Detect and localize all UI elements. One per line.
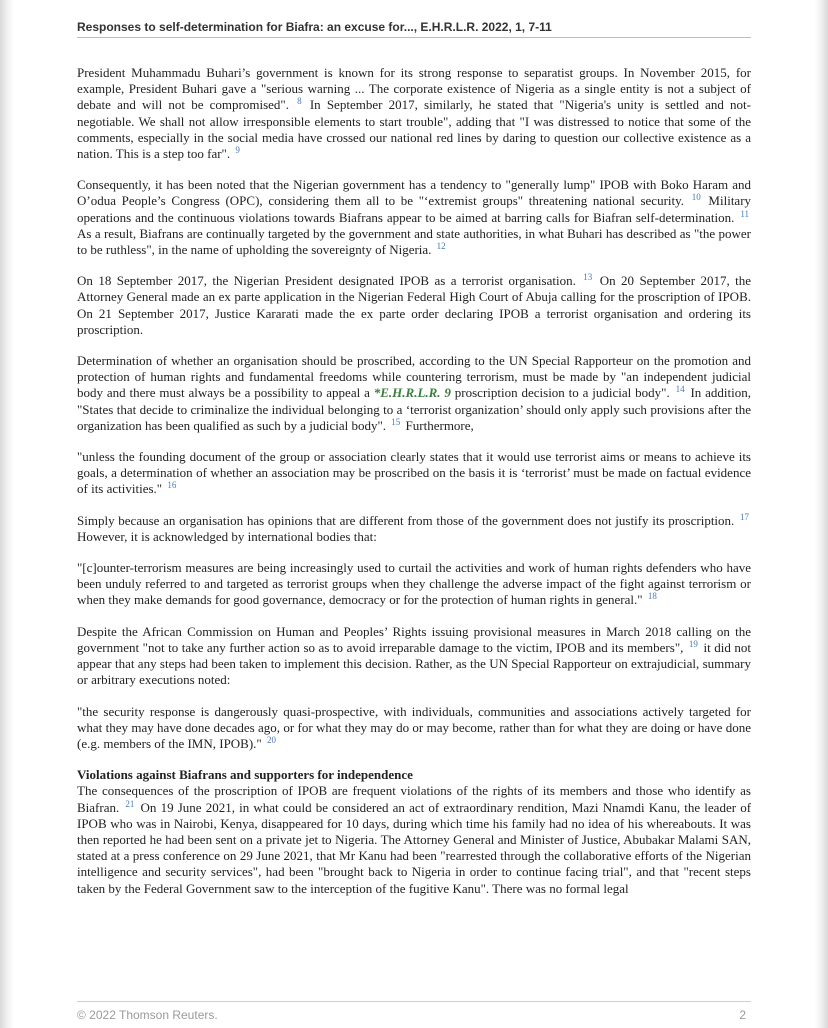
footnote-link-16[interactable]: 16 [167, 480, 177, 491]
footnote-link-19[interactable]: 19 [688, 638, 698, 649]
footnote-link-15[interactable]: 15 [391, 416, 401, 427]
footnote-link-13[interactable]: 13 [583, 272, 593, 283]
footnote-link-11[interactable]: 11 [740, 208, 750, 219]
paragraph-8: Despite the African Commission on Human and Peoples’ Rights issuing provisional measures in March 2018 calling on the government "not to take any further action so as to avoid irreparable damage to the victim, IPOB and its members", $^{19}$ it did not appear that any steps had been taken to implement this decision. Rather, as the UN Special Rapporteur on extrajudicial, summary or arbitrary executions noted: [77, 623, 751, 688]
footnote-link-21[interactable]: 21 [125, 798, 135, 809]
page-number: 2 [739, 1008, 746, 1022]
copyright-notice: © 2022 Thomson Reuters. [77, 1008, 218, 1022]
citation-reference-link[interactable]: *E.H.R.L.R. 9 [373, 385, 451, 401]
footnote-link-20[interactable]: 20 [267, 734, 276, 745]
paragraph-3: On 18 September 2017, the Nigerian President designated IPOB as a terrorist organisation. $^{13}$ On 20 September 2017, the Attorney General made an ex parte application in the Nigerian Federal High Court of Abuja calling for the proscription of IPOB. On 21 September 2017, Justice Kararati made the ex parte order declaring IPOB a terrorist organisation and ordering its proscription. [77, 272, 752, 337]
footnote-link-17[interactable]: 17 [740, 511, 750, 522]
footnote-link-14[interactable]: 14 [675, 384, 685, 395]
paragraph-10: The consequences of the proscription of IPOB are frequent violations of the rights of its members and those who identify as Biafran. $^{21}$ On 19 June 2021, in what could be considered an act of extraordinary rendition, Mazi Nnamdi Kanu, the leader of IPOB who was in Nairobi, Kenya, disappeared for 10 days, during which time his family had no idea of his whereabouts. It was then reported he had been sent on a private jet to Nigeria. The Attorney General and Minister of Justice, Abubakar Malami SAN, stated at a press conference on 29 June 2021, that Mr Kanu had been "rearrested through the collaborative efforts of the Nigerian intelligence and security services", had been "brought back to Nigeria in order to continue facing trial", and that "recent steps taken by the Federal Government saw to the interception of the fugitive Kanu". There was no formal legal [77, 783, 752, 896]
footnote-link-12[interactable]: 12 [436, 241, 446, 252]
document-body [77, 65, 751, 897]
paragraph-4: Determination of whether an organisation should be proscribed, according to the UN Special Rapporteur on the promotion and protection of human rights and fundamental freedoms while countering terrorism, must be made by "an independent judicial body and there must always be a possibility to appeal a *E.H.R.L.R. 9 proscription decision to a judicial body". $^{14}$ In addition, "States that decide to criminalize the individual belonging to a ‘terrorist organization’ should only apply such provisions after the organization has been qualified as such by a judicial body". $^{15}$ Furthermore, [77, 353, 752, 433]
paragraph-7-quote: "[c]ounter-terrorism measures are being increasingly used to curtail the activities and work of human rights defenders who have been unduly referred to and targeted as terrorist groups when they challenge the adverse impact of the fight against terrorism or when they make demands for good governance, democracy or for the protection of human rights in general." $^{18}$ [77, 560, 751, 608]
paragraph-5-quote: "unless the founding document of the group or association clearly states that it would use terrorist aims or means to achieve its goals, a determination of whether an association may be proscribed on the basis it is ‘terrorist’ must be made on factual evidence of its activities." $^{16}$ [77, 449, 751, 497]
paragraph-9-quote: "the security response is dangerously quasi-prospective, with individuals, communities and associations actively targeted for what they may have done decades ago, or for what they may do or may become, rather than for what they are doing or have done (e.g. members of the IMN, IPOB)." $^{20}$ [77, 703, 751, 751]
footnote-link-9[interactable]: 9 [235, 145, 240, 156]
page-shadow-right [814, 0, 828, 1028]
paragraph-6: Simply because an organisation has opinions that are different from those of the government does not justify its proscription. $^{17}$ However, it is acknowledged by international bodies that: [77, 511, 750, 544]
paragraph-1: President Muhammadu Buhari’s government is known for its strong response to separatist groups. In November 2015, for example, President Buhari gave a "serious warning ... The corporate existence of Nigeria as a single entity is not a subject of debate and will not be compromised". $^8$ In September 2017, similarly, he stated that "Nigeria's unity is settled and not-negotiable. We shall not allow irresponsible elements to start trouble", adding that "I was distressed to notice that some of the comments, especially in the social media have crossed our national red lines by daring to question our collective existence as a nation. This is a step too far". $^9$ [77, 65, 751, 162]
footer-divider [77, 1001, 751, 1002]
page-shadow-left [0, 0, 14, 1028]
paragraph-2: Consequently, it has been noted that the Nigerian government has a tendency to "generally lump" IPOB with Boko Haram and O’odua People’s Congress (OPC), considering them all to be "‘extremist groups" threatening national security. $^{10}$ Military operations and the continuous violations towards Biafrans appear to be aimed at barring calls for Biafran self-determination. $^{11}$ As a result, Biafrans are continually targeted by the government and state authorities, in what Buhari has described as "the power to be ruthless", in the name of upholding the sovereignty of Nigeria. $^{12}$ [77, 177, 752, 258]
running-header: Responses to self-determination for Biafra: an excuse for..., E.H.R.L.R. 2022, 1, 7-11 [77, 20, 552, 34]
footnote-link-10[interactable]: 10 [691, 192, 701, 203]
header-divider [77, 37, 751, 38]
section-heading: Violations against Biafrans and supporters for independence [77, 767, 413, 783]
footnote-link-18[interactable]: 18 [647, 591, 657, 602]
footnote-link-8[interactable]: 8 [297, 96, 302, 107]
